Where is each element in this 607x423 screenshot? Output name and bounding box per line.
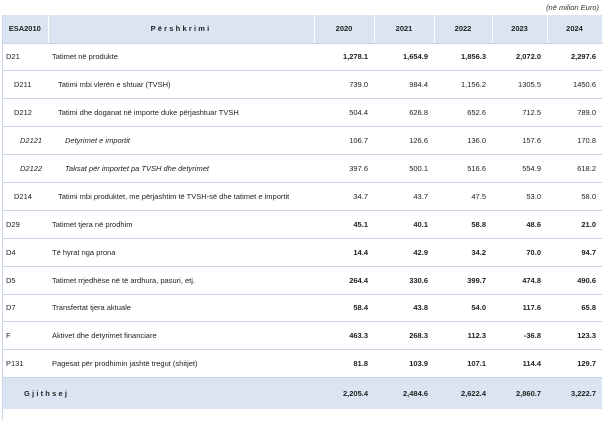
row-code: D29	[2, 210, 48, 238]
row-code: D214	[2, 182, 48, 210]
row-value: 43.8	[374, 294, 434, 322]
total-row	[2, 378, 602, 409]
row-value: 652.6	[434, 99, 492, 127]
table-row	[2, 350, 602, 378]
row-value: 43.7	[374, 182, 434, 210]
table-row	[2, 182, 602, 210]
table-row	[2, 266, 602, 294]
row-value: 490.6	[547, 266, 602, 294]
row-label: Të hyrat nga prona	[48, 238, 314, 266]
table-row	[2, 43, 602, 71]
row-value: -36.8	[492, 322, 547, 350]
row-code: D2121	[2, 127, 48, 155]
row-value: 45.1	[314, 210, 374, 238]
row-value: 112.3	[434, 322, 492, 350]
row-label: Tatimet rrjedhëse në të ardhura, pasuri, etj.	[48, 266, 314, 294]
row-label: Tatimet tjera në prodhim	[48, 210, 314, 238]
row-value: 1,156.2	[434, 71, 492, 99]
row-value: 129.7	[547, 350, 602, 378]
total-value: 2,484.6	[374, 378, 434, 409]
total-label: Gjithsej	[2, 378, 314, 409]
row-code: D7	[2, 294, 48, 322]
row-value: 554.9	[492, 155, 547, 183]
row-value: 2,072.0	[492, 43, 547, 71]
table-footer	[2, 378, 602, 409]
header-year: 2021	[374, 15, 434, 43]
row-value: 81.8	[314, 350, 374, 378]
header-code: ESA2010	[2, 15, 48, 43]
row-value: 54.0	[434, 294, 492, 322]
total-value: 2,622.4	[434, 378, 492, 409]
row-code: D21	[2, 43, 48, 71]
total-value: 2,205.4	[314, 378, 374, 409]
row-value: 984.4	[374, 71, 434, 99]
row-value: 712.5	[492, 99, 547, 127]
row-label: Transfertat tjera aktuale	[48, 294, 314, 322]
row-value: 58.8	[434, 210, 492, 238]
row-value: 500.1	[374, 155, 434, 183]
row-value: 126.6	[374, 127, 434, 155]
row-code: D2122	[2, 155, 48, 183]
row-code: D4	[2, 238, 48, 266]
row-value: 504.4	[314, 99, 374, 127]
row-value: 106.7	[314, 127, 374, 155]
row-value: 58.4	[314, 294, 374, 322]
row-value: 42.9	[374, 238, 434, 266]
row-value: 34.2	[434, 238, 492, 266]
row-value: 34.7	[314, 182, 374, 210]
row-value: 516.6	[434, 155, 492, 183]
row-value: 103.9	[374, 350, 434, 378]
row-code: D5	[2, 266, 48, 294]
total-value: 2,860.7	[492, 378, 547, 409]
table-header	[2, 15, 602, 43]
row-value: 114.4	[492, 350, 547, 378]
row-value: 474.8	[492, 266, 547, 294]
row-label: Tatimet në produkte	[48, 43, 314, 71]
header-year: 2022	[434, 15, 492, 43]
row-value: 65.8	[547, 294, 602, 322]
row-value: 789.0	[547, 99, 602, 127]
row-value: 48.6	[492, 210, 547, 238]
row-value: 1,278.1	[314, 43, 374, 71]
table-row	[2, 155, 602, 183]
total-value: 3,222.7	[547, 378, 602, 409]
row-code: F	[2, 322, 48, 350]
row-value: 1,856.3	[434, 43, 492, 71]
row-label: Tatimi dhe doganat në importe duke përjashtuar TVSH	[48, 99, 314, 127]
row-value: 107.1	[434, 350, 492, 378]
row-label: Tatimi mbi produktet, me përjashtim të TVSH-së dhe tatimet e importit	[48, 182, 314, 210]
row-value: 399.7	[434, 266, 492, 294]
row-value: 463.3	[314, 322, 374, 350]
row-value: 1305.5	[492, 71, 547, 99]
header-year: 2023	[492, 15, 547, 43]
row-value: 1450.6	[547, 71, 602, 99]
row-label: Pagesat për prodhimin jashtë tregut (shitjet)	[48, 350, 314, 378]
revenue-table	[2, 15, 603, 409]
row-value: 2,297.6	[547, 43, 602, 71]
row-code: D211	[2, 71, 48, 99]
row-value: 397.6	[314, 155, 374, 183]
table-left-border	[2, 15, 3, 420]
row-value: 14.4	[314, 238, 374, 266]
table-row	[2, 210, 602, 238]
row-value: 40.1	[374, 210, 434, 238]
row-value: 157.6	[492, 127, 547, 155]
row-label: Tatimi mbi vlerën e shtuar (TVSH)	[48, 71, 314, 99]
row-value: 1,654.9	[374, 43, 434, 71]
row-value: 47.5	[434, 182, 492, 210]
row-value: 117.6	[492, 294, 547, 322]
row-value: 618.2	[547, 155, 602, 183]
row-code: P131	[2, 350, 48, 378]
header-description: Përshkrimi	[48, 15, 314, 43]
table-row	[2, 99, 602, 127]
row-value: 268.3	[374, 322, 434, 350]
table-row	[2, 238, 602, 266]
header-year: 2020	[314, 15, 374, 43]
row-label: Taksat për importet pa TVSH dhe detyrimet	[48, 155, 314, 183]
row-value: 136.0	[434, 127, 492, 155]
row-value: 264.4	[314, 266, 374, 294]
row-value: 626.8	[374, 99, 434, 127]
row-code: D212	[2, 99, 48, 127]
table-row	[2, 294, 602, 322]
row-value: 94.7	[547, 238, 602, 266]
table-row	[2, 127, 602, 155]
table-row	[2, 322, 602, 350]
table-body	[2, 43, 602, 378]
row-value: 58.0	[547, 182, 602, 210]
row-value: 21.0	[547, 210, 602, 238]
row-value: 330.6	[374, 266, 434, 294]
row-value: 123.3	[547, 322, 602, 350]
table-row	[2, 71, 602, 99]
row-label: Detyrimet e importit	[48, 127, 314, 155]
row-value: 170.8	[547, 127, 602, 155]
row-value: 53.0	[492, 182, 547, 210]
row-value: 70.0	[492, 238, 547, 266]
header-year: 2024	[547, 15, 602, 43]
row-value: 739.0	[314, 71, 374, 99]
row-label: Aktivet dhe detyrimet financiare	[48, 322, 314, 350]
unit-note: (në milion Euro)	[546, 3, 599, 12]
